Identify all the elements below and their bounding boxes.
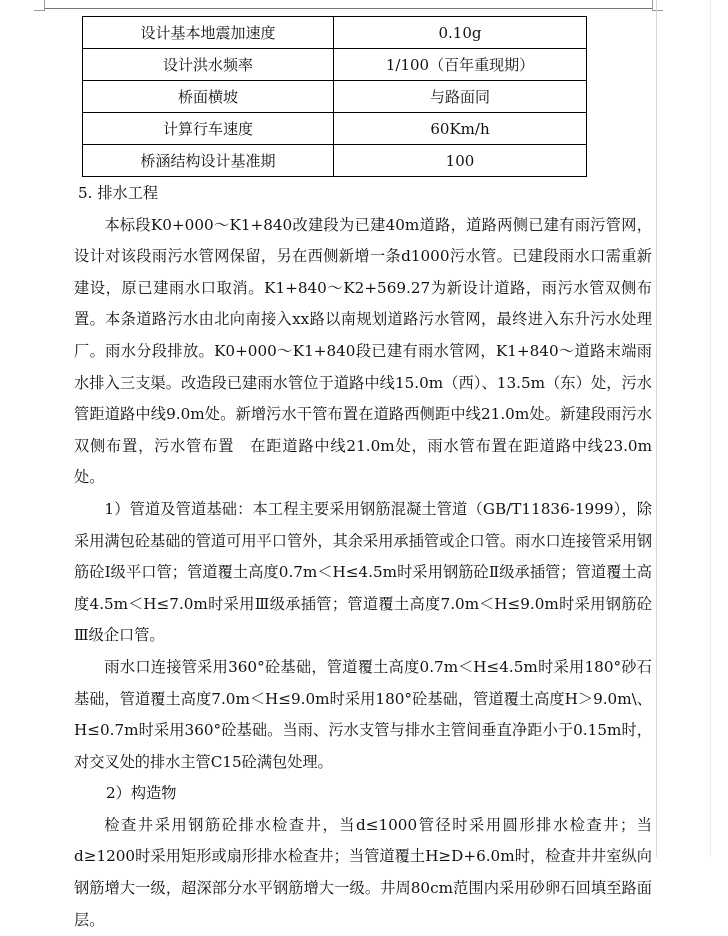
design-parameters-table bbox=[82, 16, 587, 177]
param-label: 设计基本地震加速度 bbox=[83, 17, 334, 49]
param-label: 计算行车速度 bbox=[83, 113, 334, 145]
paragraph: 雨水口连接管采用360°砼基础，管道覆土高度0.7m＜H≤4.5m时采用180°砂石基础，管道覆土高度7.0m＜H≤9.0m时采用180°砼基础，管道覆土高度H＞9.0m\、H≤0.7m时采用360°砼基础。当雨、污水支管与排水主管间垂直净距小于0.15m时，对交叉处的排水主管C15砼满包处理。 bbox=[74, 657, 652, 771]
subsection-heading: 2）构造物 bbox=[106, 784, 177, 803]
page-margin-guide bbox=[656, 0, 657, 857]
crop-mark-top-left bbox=[34, 0, 45, 11]
param-value: 60Km/h bbox=[334, 113, 587, 145]
paragraph: 本标段K0+000～K1+840改建段为已建40m道路，道路两侧已建有雨污管网，设计对该段雨污水管网保留，另在西侧新增一条d1000污水管。已建段雨水口需重新建设，原已建雨水口取消。K1+840～K2+569.27为新设计道路，雨污水管双侧布置。本条道路污水由北向南接入xx路以南规划道路污水管网，最终进入东升污水处理厂。雨水分段排放。K0+000～K1+840段已建有雨水管网，K1+840～道路末端雨水排入三支渠。改造段已建雨水管位于道路中线15.0m（西）、13.5m（东）处，污水管距道路中线9.0m处。新增污水干管布置在道路西侧距中线21.0m处。新建段雨污水双侧布置，污水管布置 在距道路中线21.0m处，雨水管布置在距道路中线23.0m处。 bbox=[74, 215, 652, 487]
page-edge-guide bbox=[710, 0, 711, 857]
paragraph: 1）管道及管道基础：本工程主要采用钢筋混凝土管道（GB/T11836-1999），除采用满包砼基础的管道可用平口管外，其余采用承插管或企口管。雨水口连接管采用钢筋砼Ⅰ级平口管；管道覆土高度0.7m＜H≤4.5m时采用钢筋砼Ⅱ级承插管；管道覆土高度4.5m＜H≤7.0m时采用Ⅲ级承插管；管道覆土高度7.0m＜H≤9.0m时采用钢筋砼Ⅲ级企口管。 bbox=[74, 499, 652, 645]
param-value: 0.10g bbox=[334, 17, 587, 49]
param-label: 设计洪水频率 bbox=[83, 49, 334, 81]
document-body bbox=[74, 178, 652, 936]
crop-mark-top-right bbox=[652, 0, 663, 11]
table-row bbox=[83, 145, 587, 177]
table-row bbox=[83, 17, 587, 49]
param-label: 桥涵结构设计基准期 bbox=[83, 145, 334, 177]
param-value: 1/100（百年重现期） bbox=[334, 49, 587, 81]
paragraph: 检查井采用钢筋砼排水检查井，当d≤1000管径时采用圆形排水检查井；当d≥1200时采用矩形或扇形排水检查井；当管道覆土H≥D+6.0m时，检查井井室纵向钢筋增大一级，超深部分水平钢筋增大一级。井周80cm范围内采用砂卵石回填至路面层。 bbox=[74, 815, 652, 929]
param-label: 桥面横坡 bbox=[83, 81, 334, 113]
table-row bbox=[83, 81, 587, 113]
page-top-rule bbox=[44, 8, 652, 9]
param-value: 100 bbox=[334, 145, 587, 177]
section-heading: 5. 排水工程 bbox=[78, 184, 159, 202]
table-row bbox=[83, 49, 587, 81]
table-row bbox=[83, 113, 587, 145]
param-value: 与路面同 bbox=[334, 81, 587, 113]
